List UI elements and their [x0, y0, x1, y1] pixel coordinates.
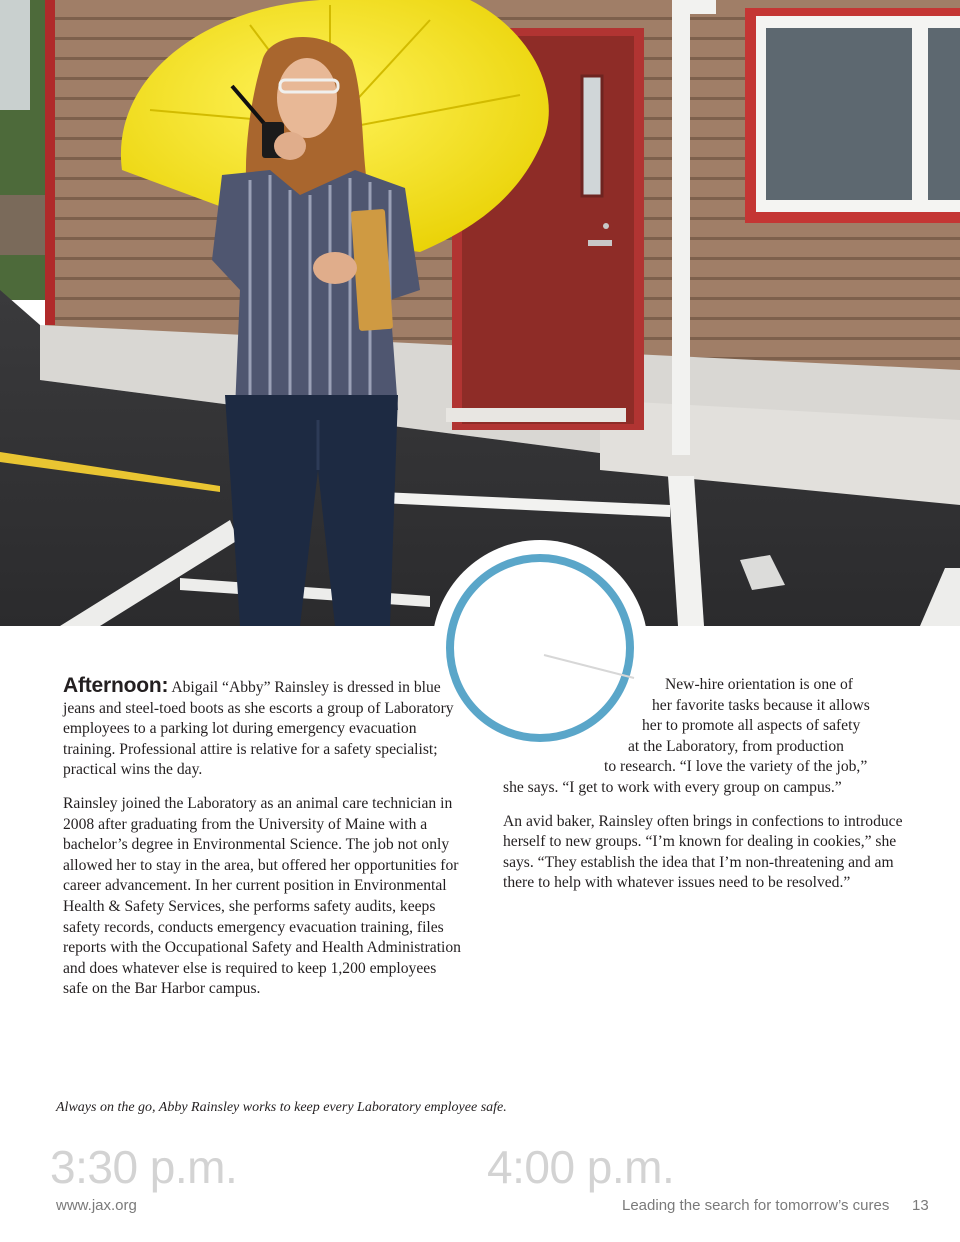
baker-paragraph: An avid baker, Rainsley often brings in confections to introduce herself to new groups. “I’m known for dealing in cookies,” she says. “They establish the idea that I’m non-threatening and am there to help with whatever issues need to be resolved.” [503, 812, 903, 892]
text-line: New-hire orientation is one of [665, 676, 853, 693]
text-line: to research. “I love the variety of the job,” [604, 758, 868, 776]
text-line: her to promote all aspects of safety [642, 717, 861, 735]
career-paragraph: Rainsley joined the Laboratory as an animal care technician in 2008 after graduating from the University of Maine with a bachelor’s degree in Environmental Science. The job not only allowed her to stay in the area, but offered her opportunities for career advancement. In her current position in Environmental Health & Safety Services, she performs safety audits, keeps safety records, conducts emergency evacuation training, files reports with the Occupational Safety and Health Administration and does whatever else is required to keep 1,200 employees safe on the Bar Harbor campus. [63, 794, 461, 998]
intro-text: Abigail “Abby” Rainsley is dressed in blue jeans and steel-toed boots as she escorts a group of Laboratory employees to a parking lot during emergency evacuation training. Professional attire is relative for a safety specialist; practical wins the day. [63, 679, 454, 779]
orientation-paragraph [503, 675, 903, 799]
time-end: 4:00 p.m. [487, 1141, 675, 1193]
footer-url-link[interactable]: www.jax.org [56, 1197, 137, 1214]
time-start: 3:30 p.m. [50, 1141, 238, 1193]
text-line: at the Laboratory, from production [628, 737, 844, 755]
text-line: her favorite tasks because it allows [652, 696, 870, 714]
text-line: she says. “I get to work with every group on campus.” [503, 778, 842, 796]
intro-paragraph [63, 676, 463, 781]
left-column [63, 676, 463, 1013]
photo-caption: Always on the go, Abby Rainsley works to keep every Laboratory employee safe. [56, 1100, 507, 1115]
footer-tagline: Leading the search for tomorrow’s cures [622, 1197, 890, 1214]
page-number: 13 [912, 1197, 929, 1214]
right-column [503, 675, 903, 907]
section-label: Afternoon: [63, 674, 169, 697]
